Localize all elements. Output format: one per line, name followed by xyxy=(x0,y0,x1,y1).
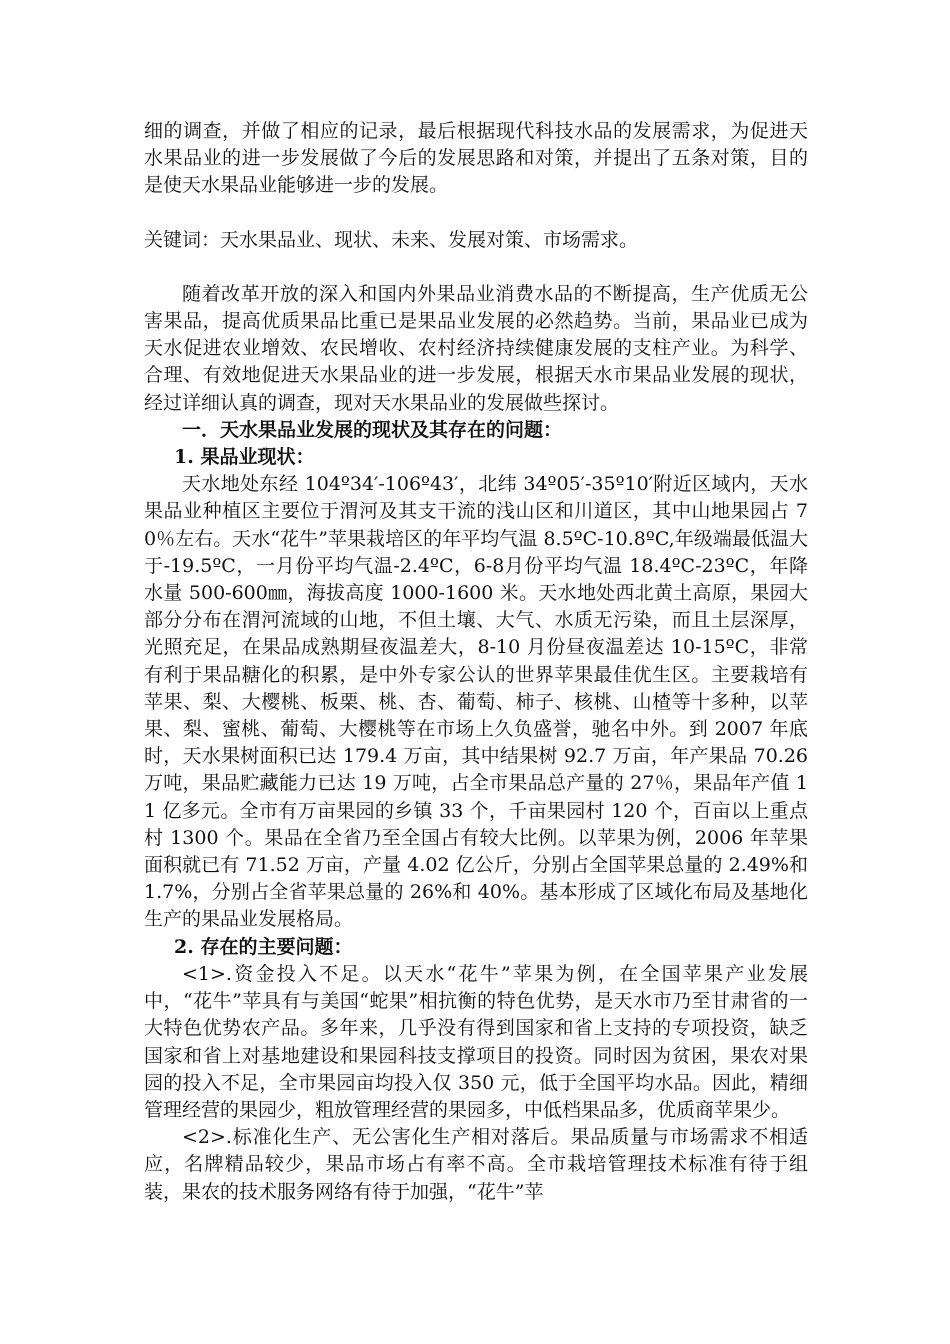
subsection-heading-status: 1. 果品业现状： xyxy=(174,446,315,469)
intro-paragraph: 随着改革开放的深入和国内外果品业消费水品的不断提高，生产优质无公害果品，提高优质果品比重已是果品业发展的必然趋势。当前，果品业已成为天水促进农业增效、农民增收、农村经济持续健康发展的支柱产业。为科学、合理、有效地促进天水果品业的进一步发展，根据天水市果品业发展的现状，经过详细认真的调查，现对天水果品业的发展做些探讨。 xyxy=(144,282,808,414)
subsection-heading-problems: 2. 存在的主要问题： xyxy=(174,935,353,958)
problem-paragraph-1: <1>.资金投入不足。以天水“花牛”苹果为例，在全国苹果产业发展中，“花牛”苹具有与美国“蛇果”相抗衡的特色优势，是天水市乃至甘肃省的一大特色优势农产品。多年来，几乎没有得到国家和省上支持的专项投资，缺乏国家和省上对基地建设和果园科技支撑项目的投资。同时因为贫困，果农对果园的投入不足，全市果园亩均投入仅 350 元，低于全国平均水品。因此，精细管理经营的果园少，粗放管理经营的果园多，中低档果品多，优质商苹果少。 xyxy=(144,962,808,1121)
section-heading-1: 一．天水果品业发展的现状及其存在的问题： xyxy=(182,418,563,441)
problem-paragraph-2: <2>.标准化生产、无公害化生产相对落后。果品质量与市场需求不相适应，名牌精品较少，果品市场占有率不高。全市栽培管理技术标准有待于组装，果农的技术服务网络有待于加强，“花牛”苹 xyxy=(144,1126,808,1203)
abstract-paragraph: 细的调查，并做了相应的记录，最后根据现代科技水品的发展需求，为促进天水果品业的进一步发展做了今后的发展思路和对策，并提出了五条对策，目的是使天水果品业能够进一步的发展。 xyxy=(144,120,808,197)
keywords-line: 关键词：天水果品业、现状、未来、发展对策、市场需求。 xyxy=(144,228,639,251)
status-paragraph: 天水地处东经 104º34′-106º43′，北纬 34º05′-35º10′附近区域内，天水果品业种植区主要位于渭河及其支干流的浅山区和川道区，其中山地果园占 70％左右。天水“花牛”苹果栽培区的年平均气温 8.5ºC-10.8ºC,年级端最低温大于-19.5ºC，一月份平均气温-2.4ºC，6-8月份平均气温 18.4ºC-23ºC，年降水量 500-600㎜，海拔高度 1000-1600 米。天水地处西北黄土高原，果园大部分分布在渭河流域的山地，不但土壤、大气、水质无污染，而且土层深厚，光照充足，在果品成熟期昼夜温差大，8-10 月份昼夜温差达 10-15ºC，非常有利于果品糖化的积累，是中外专家公认的世界苹果最佳优生区。主要栽培有苹果、梨、大樱桃、板栗、桃、杏、葡萄、柿子、核桃、山楂等十多种，以苹果、梨、蜜桃、葡萄、大樱桃等在市场上久负盛誉，驰名中外。到 2007 年底时，天水果树面积已达 179.4 万亩，其中结果树 92.7 万亩，年产果品 70.26 万吨，果品贮藏能力已达 19 万吨，占全市果品总产量的 27％，果品年产值 11 亿多元。全市有万亩果园的乡镇 33 个，千亩果园村 120 个，百亩以上重点村 1300 个。果品在全省乃至全国占有较大比例。以苹果为例，2006 年苹果面积就已有 71.52 万亩，产量 4.02 亿公斤，分别占全国苹果总量的 2.49%和 1.7%，分别占全省苹果总量的 26%和 40%。基本形成了区域化布局及基地化生产的果品业发展格局。 xyxy=(144,473,808,931)
document-page xyxy=(144,118,808,1206)
